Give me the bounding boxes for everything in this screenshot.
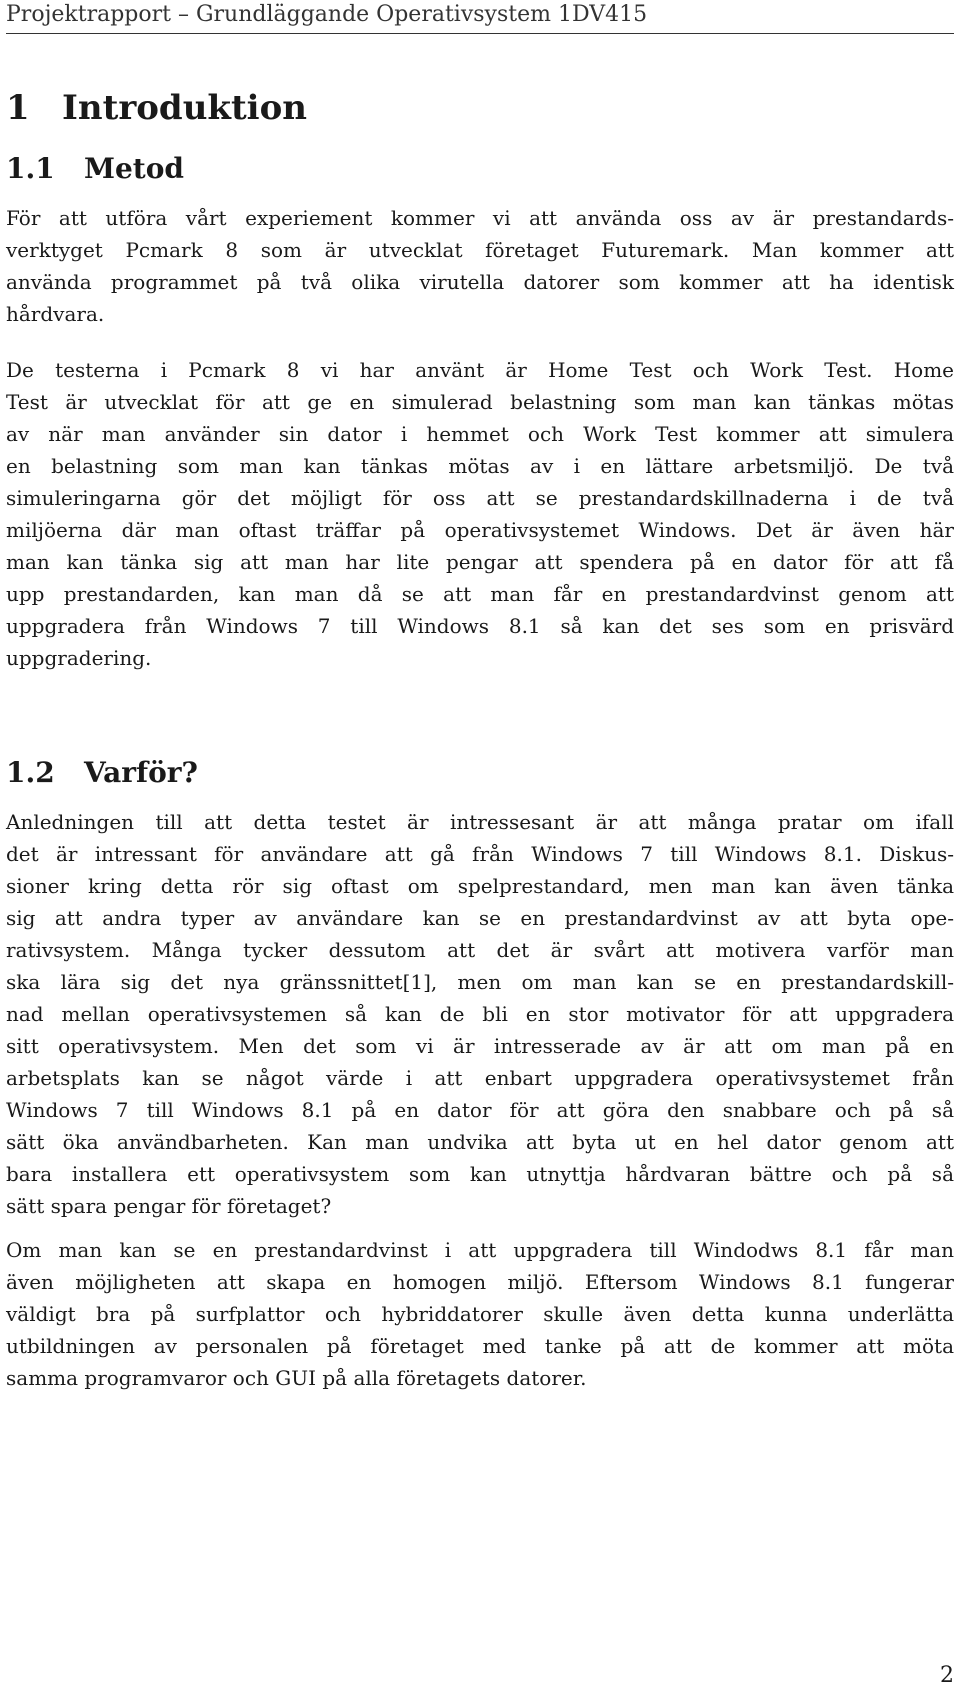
paragraph-varfor-2: [6, 1234, 954, 1394]
text-line: utbildningen av personalen på företaget med tanke på att de kommer att möta: [6, 1334, 954, 1358]
text-line: upp prestandarden, kan man då se att man får en prestandardvinst genom att: [6, 582, 954, 606]
section-title: Introduktion: [62, 88, 307, 128]
paragraph-metod-1: [6, 202, 954, 330]
page-number: 2: [940, 1663, 954, 1688]
subsection-title: Metod: [84, 152, 184, 185]
text-line: det är intressant för användare att gå från Windows 7 till Windows 8.1. Diskus-: [6, 842, 954, 866]
text-line: rativsystem. Många tycker dessutom att det är svårt att motivera varför man: [6, 938, 954, 962]
text-line: uppgradera från Windows 7 till Windows 8.1 så kan det ses som en prisvärd: [6, 614, 954, 638]
text-line: uppgradering.: [6, 646, 152, 670]
text-line: sätt öka användbarheten. Kan man undvika att byta ut en hel dator genom att: [6, 1130, 954, 1154]
section-heading-introduktion: [6, 88, 307, 128]
text-line: simuleringarna gör det möjligt för oss att se prestandardskillnaderna i de två: [6, 486, 954, 510]
text-line: Anledningen till att detta testet är intressesant är att många pratar om ifall: [6, 810, 954, 834]
text-line: en belastning som man kan tänkas mötas av i en lättare arbetsmiljö. De två: [6, 454, 954, 478]
subsection-heading-varfor: [6, 756, 198, 790]
text-line: sitt operativsystem. Men det som vi är intresserade av är att om man på en: [6, 1034, 954, 1058]
text-line: De testerna i Pcmark 8 vi har använt är Home Test och Work Test. Home: [6, 358, 954, 382]
text-line: samma programvaror och GUI på alla företagets datorer.: [6, 1366, 587, 1390]
subsection-number: 1.2: [6, 756, 55, 789]
section-number: 1: [6, 88, 30, 128]
text-line: Windows 7 till Windows 8.1 på en dator för att göra den snabbare och på så: [6, 1098, 954, 1122]
text-line: även möjligheten att skapa en homogen miljö. Eftersom Windows 8.1 fungerar: [6, 1270, 954, 1294]
text-line: ska lära sig det nya gränssnittet[1], men om man kan se en prestandardskill-: [6, 970, 954, 994]
subsection-number: 1.1: [6, 152, 55, 185]
text-line: hårdvara.: [6, 302, 105, 326]
text-line: använda programmet på två olika virutella datorer som kommer att ha identisk: [6, 270, 954, 294]
text-line: väldigt bra på surfplattor och hybriddatorer skulle även detta kunna underlätta: [6, 1302, 954, 1326]
text-line: sätt spara pengar för företaget?: [6, 1194, 332, 1218]
subsection-title: Varför?: [84, 756, 198, 789]
text-line: av när man använder sin dator i hemmet och Work Test kommer att simulera: [6, 422, 954, 446]
text-line: miljöerna där man oftast träffar på operativsystemet Windows. Det är även här: [6, 518, 954, 542]
paragraph-varfor-1: [6, 806, 954, 1222]
text-line: Test är utvecklat för att ge en simulerad belastning som man kan tänkas mötas: [6, 390, 954, 414]
running-header: Projektrapport – Grundläggande Operativsystem 1DV415: [6, 0, 954, 34]
text-line: bara installera ett operativsystem som kan utnyttja hårdvaran bättre och på så: [6, 1162, 954, 1186]
text-line: man kan tänka sig att man har lite pengar att spendera på en dator för att få: [6, 550, 954, 574]
subsection-heading-metod: [6, 152, 184, 186]
text-line: sioner kring detta rör sig oftast om spelprestandard, men man kan även tänka: [6, 874, 954, 898]
text-line: arbetsplats kan se något värde i att enbart uppgradera operativsystemet från: [6, 1066, 954, 1090]
paragraph-metod-2: [6, 354, 954, 674]
text-line: För att utföra vårt experiement kommer vi att använda oss av är prestandards-: [6, 206, 954, 230]
text-line: sig att andra typer av användare kan se en prestandardvinst av att byta ope-: [6, 906, 954, 930]
text-line: verktyget Pcmark 8 som är utvecklat företaget Futuremark. Man kommer att: [6, 238, 954, 262]
text-line: Om man kan se en prestandardvinst i att uppgradera till Windodws 8.1 får man: [6, 1238, 954, 1262]
text-line: nad mellan operativsystemen så kan de bli en stor motivator för att uppgradera: [6, 1002, 954, 1026]
